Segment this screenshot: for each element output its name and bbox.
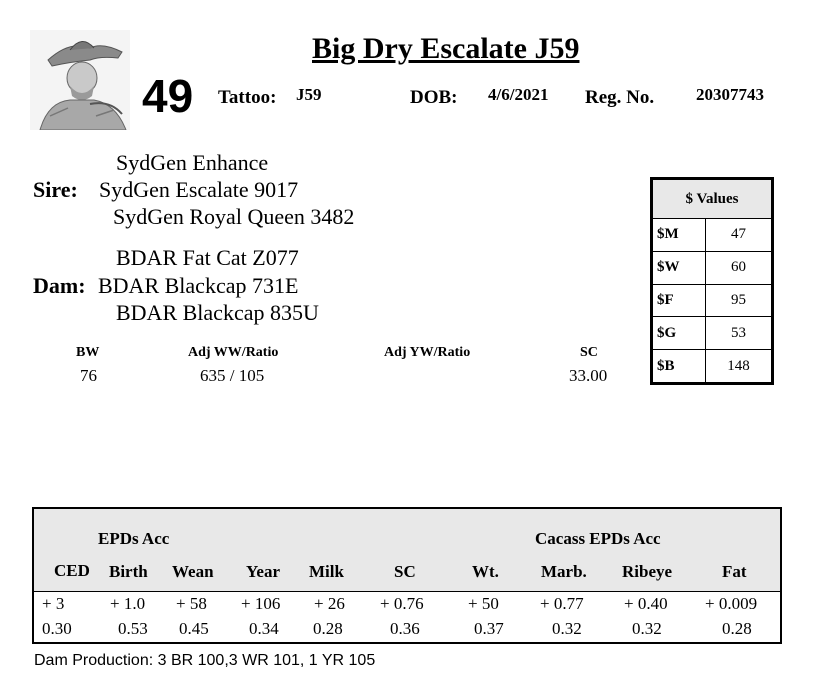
animal-name-title: Big Dry Escalate J59 [312,32,580,65]
epd-fat: + 0.009 [705,594,758,613]
col-milk: Milk [309,562,344,581]
dam-label: Dam: [33,273,86,298]
table-row [653,251,772,284]
dv-key: $F [653,284,706,317]
acc-ced: 0.30 [42,619,72,638]
col-wt: Wt. [472,562,499,581]
tattoo-label: Tattoo: [218,87,277,108]
sire-dam: SydGen Royal Queen 3482 [113,204,355,229]
cowboy-logo-image [30,30,130,130]
epd-year: + 106 [241,594,281,613]
adj-ww-label: Adj WW/Ratio [188,345,279,360]
sire-sire: SydGen Enhance [116,150,269,175]
epd-wean: + 58 [176,594,207,613]
bw-label: BW [76,345,100,360]
dam-sire: BDAR Fat Cat Z077 [116,245,299,270]
table-row [653,317,772,350]
acc-milk: 0.28 [313,619,343,638]
acc-wt: 0.37 [474,619,504,638]
adj-yw-label: Adj YW/Ratio [384,345,471,360]
acc-year: 0.34 [249,619,279,638]
sc-value: 33.00 [569,366,608,385]
dam-dam: BDAR Blackcap 835U [116,300,319,325]
table-row [653,219,772,252]
dob-label: DOB: [410,87,458,108]
epd-ribeye: + 0.40 [624,594,668,613]
lot-number: 49 [142,70,194,122]
reg-no-label: Reg. No. [585,87,655,108]
col-fat: Fat [722,562,747,581]
dv-key: $G [653,317,706,350]
epds-acc-heading: EPDs Acc [98,529,170,548]
epd-wt: + 50 [468,594,499,613]
col-ced: CED [54,561,90,580]
dv-value: 95 [706,284,772,317]
acc-marb: 0.32 [552,619,582,638]
acc-ribeye: 0.32 [632,619,662,638]
col-marb: Marb. [541,562,587,581]
reg-no-value: 20307743 [696,85,764,104]
dollar-values-table [650,177,774,385]
epd-table [32,507,782,644]
dob-value: 4/6/2021 [488,85,549,104]
epd-ced: + 3 [42,594,65,613]
acc-birth: 0.53 [118,619,148,638]
col-wean: Wean [172,562,214,581]
dv-key: $M [653,219,706,252]
dv-value: 60 [706,251,772,284]
bw-value: 76 [80,366,97,385]
epd-birth: + 1.0 [110,594,146,613]
adj-ww-value: 635 / 105 [200,366,265,385]
dam-name: BDAR Blackcap 731E [98,273,299,298]
dv-value: 53 [706,317,772,350]
acc-fat: 0.28 [722,619,752,638]
epd-marb: + 0.77 [540,594,584,613]
col-year: Year [246,562,280,581]
epd-sc: + 0.76 [380,594,424,613]
table-row [653,284,772,317]
sire-label: Sire: [33,177,78,202]
dv-value: 148 [706,350,772,383]
col-ribeye: Ribeye [622,562,673,581]
acc-wean: 0.45 [179,619,209,638]
carcass-epds-acc-heading: Cacass EPDs Acc [535,529,661,548]
dv-key: $W [653,251,706,284]
dam-production: Dam Production: 3 BR 100,3 WR 101, 1 YR 105 [34,652,376,669]
epd-milk: + 26 [314,594,345,613]
table-row [653,350,772,383]
dv-key: $B [653,350,706,383]
dollar-values-title: $ Values [653,180,772,219]
tattoo-value: J59 [296,85,322,104]
col-sc: SC [394,562,416,581]
acc-sc: 0.36 [390,619,420,638]
sire-name: SydGen Escalate 9017 [99,177,299,202]
col-birth: Birth [109,562,148,581]
sc-label: SC [580,345,598,360]
dv-value: 47 [706,219,772,252]
